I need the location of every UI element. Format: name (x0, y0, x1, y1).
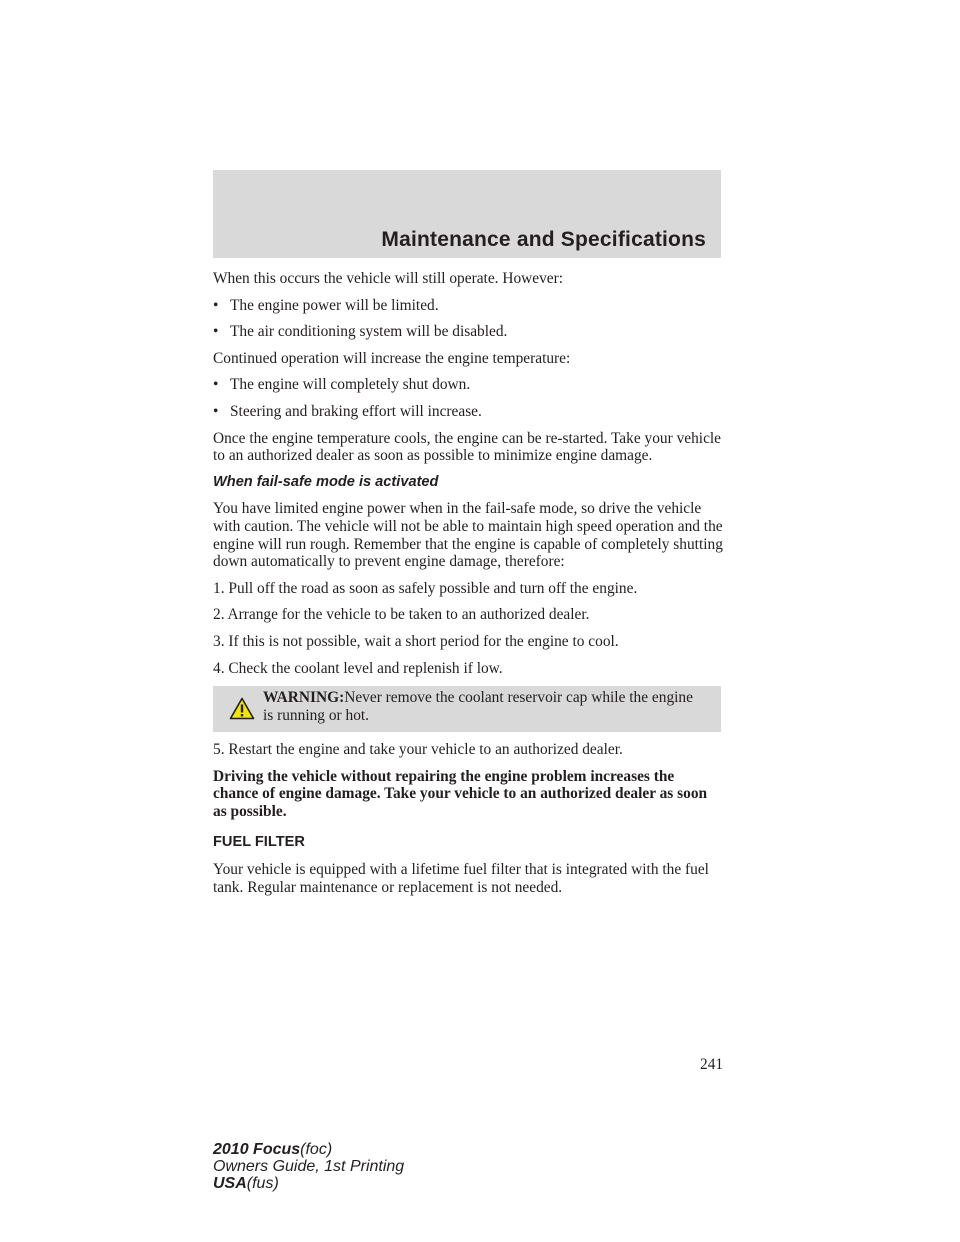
list-item (213, 323, 723, 341)
intro-paragraph: When this occurs the vehicle will still operate. However: (213, 270, 564, 287)
bullet-glyph: • (213, 376, 219, 394)
step-item: 5. Restart the engine and take your vehicle to an authorized dealer. (213, 741, 623, 759)
footer-line: Owners Guide, 1st Printing (213, 1158, 405, 1175)
warning-message: Never remove the coolant reservoir cap while the engine is running or hot. (263, 689, 693, 724)
list-item (213, 297, 723, 315)
step-item: 1. Pull off the road as soon as safely possible and turn off the engine. (213, 579, 638, 597)
footer-market-code: (fus) (246, 1175, 279, 1192)
warning-triangle-icon (229, 697, 255, 720)
step-item: 2. Arrange for the vehicle to be taken to an authorized dealer. (213, 606, 590, 624)
step-item: 4. Check the coolant level and replenish if low. (213, 659, 503, 677)
section-title: Maintenance and Specifications (381, 228, 706, 251)
continued-paragraph: Continued operation will increase the engine temperature: (213, 349, 571, 367)
warning-box (213, 686, 721, 732)
page-number: 241 (700, 1056, 724, 1073)
list-item-text: The air conditioning system will be disabled. (230, 323, 508, 341)
list-item-text: The engine will completely shut down. (230, 376, 471, 394)
bullet-glyph: • (213, 323, 219, 341)
footer-model: 2010 Focus (213, 1141, 301, 1158)
document-footer (213, 1141, 404, 1192)
warning-label: WARNING: (263, 689, 345, 707)
list-item-text: The engine power will be limited. (230, 296, 439, 314)
footer-line (213, 1175, 404, 1192)
page-content (213, 270, 723, 905)
bullet-glyph: • (213, 296, 219, 314)
footer-line (213, 1141, 404, 1158)
list-item (213, 403, 723, 421)
warning-text (263, 689, 703, 724)
fuel-filter-paragraph: Your vehicle is equipped with a lifetime fuel filter that is integrated with the fuel tank. Regular maintenance or replacement is not needed. (213, 861, 709, 896)
section-header-band (213, 170, 721, 258)
bold-notice: Driving the vehicle without repairing the engine problem increases the chance of engine damage. Take your vehicle to an authorized dealer as soon as possible. (213, 767, 708, 820)
list-item (213, 376, 723, 394)
bullet-glyph: • (213, 402, 219, 420)
fuel-filter-heading: FUEL FILTER (213, 834, 305, 851)
cooldown-paragraph: Once the engine temperature cools, the engine can be re-started. Take your vehicle to an authorized dealer as soon as possible to minimize engine damage. (213, 429, 722, 465)
footer-model-code: (foc) (300, 1141, 333, 1158)
failsafe-paragraph: You have limited engine power when in the fail-safe mode, so drive the vehicle with caution. The vehicle will not be able to maintain high speed operation and the engine will run rough. Remember that the engine is capable of completely shutting down automatically to prevent engine damage, therefore: (213, 500, 723, 571)
list-item-text: Steering and braking effort will increase. (230, 402, 482, 420)
step-item: 3. If this is not possible, wait a short period for the engine to cool. (213, 632, 619, 650)
failsafe-heading: When fail-safe mode is activated (213, 473, 439, 490)
footer-market: USA (213, 1175, 247, 1192)
